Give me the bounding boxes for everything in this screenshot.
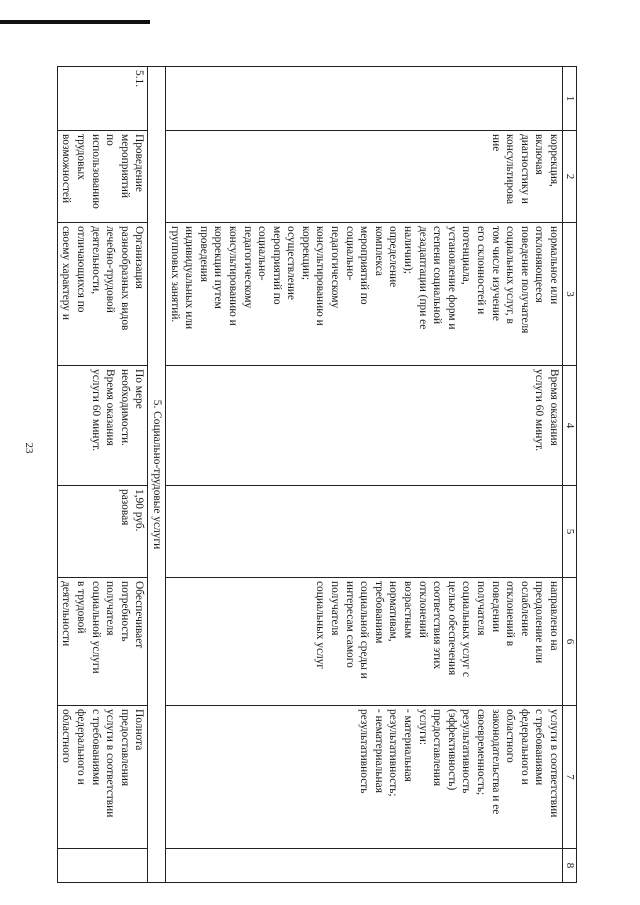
table-header-row: [563, 67, 577, 883]
service-price-cell: [165, 486, 562, 578]
service-description-cell: Организация разнообразных видов лечебно-трудовой деятельности, отличающихся по своему характеру и: [57, 223, 148, 366]
header-cell: 7: [563, 706, 577, 849]
header-cell: 4: [563, 366, 577, 486]
header-cell: 5: [563, 486, 577, 578]
section-title: 5. Социально-трудовые услуги: [148, 67, 166, 883]
service-timing-cell: По мере необходимости. Время оказания услуги 60 минут.: [57, 366, 148, 486]
header-cell: 6: [563, 578, 577, 706]
row-number-cell: 5.1.: [57, 67, 148, 131]
service-purpose-cell: направлено на преодоление или ослабление отклонений в поведении получателя социальных услуг с целью обеспечения соответствия этих отклонений возрастным нормативам, требованиям социальной среды и интересам самого получателя социальных услуг: [165, 578, 562, 706]
header-cell: 3: [563, 223, 577, 366]
header-cell: 8: [563, 849, 577, 883]
service-price-cell: 1,90 руб. разовая: [57, 486, 148, 578]
service-name-cell: Проведение мероприятий по использованию трудовых возможностей: [57, 131, 148, 223]
service-name-cell: коррекция, включая диагностику и консультирова ние: [165, 131, 562, 223]
row-number-cell: [165, 67, 562, 131]
service-description-cell: нормальное или отклоняющееся поведение получателя социальных услуг, в том числе изучение его склонностей и потенциала, установление форм и степени социальной дезадаптации (при ее наличии); определение комплекса мероприятий по социально- педагогическому консультированию и коррекции; осуществление мероприятий по социально- педагогическому консультированию и коррекции путем проведения индивидуальных или групповых занятий.: [165, 223, 562, 366]
page-number: 23: [23, 442, 35, 454]
service-purpose-cell: Обеспечивает потребность получателя социальной услуги в трудовой деятельности: [57, 578, 148, 706]
service-quality-cell: Полнота предоставления услуги в соответствии с требованиями федерального и областного: [57, 706, 148, 849]
service-timing-cell: Время оказания услуги 60 минут.: [165, 366, 562, 486]
extra-cell: [165, 849, 562, 883]
section-row: [148, 67, 166, 883]
header-cell: 1: [563, 67, 577, 131]
table-row: [57, 67, 148, 883]
scan-edge-line: [0, 20, 150, 24]
table-row: [165, 67, 562, 883]
services-table: [57, 66, 577, 883]
service-quality-cell: услуги в соответствии с требованиями федерального и областного законодательства и ее своевременность; результативность (эффективность) предоставления услуги: - материальная результативность; - нематериальная результативность: [165, 706, 562, 849]
extra-cell: [57, 849, 148, 883]
header-cell: 2: [563, 131, 577, 223]
